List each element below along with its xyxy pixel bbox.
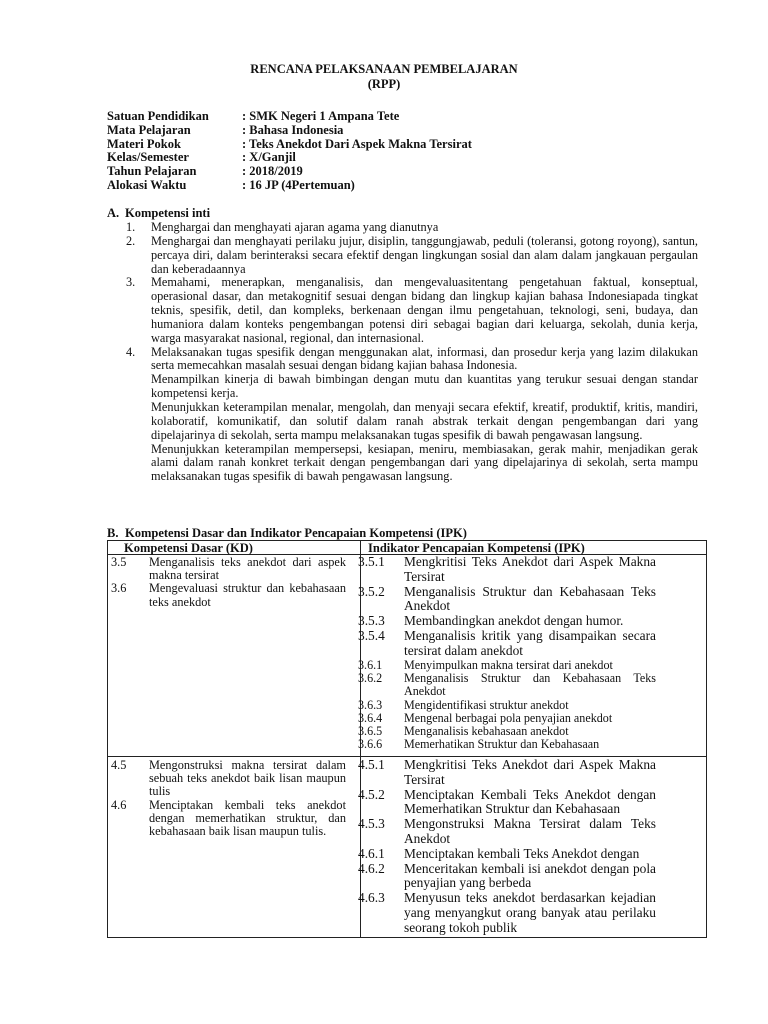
ipk-text: Memerhatikan Struktur dan Kebahasaan	[404, 737, 600, 752]
ipk-text: Mengkritisi Teks Anekdot dari Aspek Makna Tersirat	[404, 757, 656, 787]
ipk-number: 3.6.2	[358, 671, 383, 686]
kd-text: Menganalisis teks anekdot dari aspek makna tersirat	[149, 555, 346, 583]
ipk-text: Menganalisis kritik yang disampaikan secara tersirat dalam anekdot	[404, 627, 656, 658]
identity-value: : 16 JP (4Pertemuan)	[242, 177, 355, 192]
identity-row	[107, 179, 472, 193]
identity-block	[107, 110, 472, 193]
paragraph: Menunjukkan keterampilan mempersepsi, kesiapan, meniru, membiasakan, gerak mahir, menjadikan gerak alami dalam ranah konkret terkait dengan pengembangan dari yang dipelajarinya di sekolah, serta mampu melaksanakan tugas spesifik di bawah pengawasan langsung.	[151, 441, 698, 484]
table-row	[358, 862, 656, 892]
section-letter: B.	[107, 526, 119, 540]
kd-number: 4.5	[111, 758, 127, 772]
table-header-kd: Kompetensi Dasar (KD)	[124, 541, 253, 555]
ipk-text: Mengkritisi Teks Anekdot dari Aspek Makna Tersirat	[404, 554, 656, 584]
ipk-number: 3.5.2	[358, 583, 385, 599]
paragraph: Menunjukkan keterampilan menalar, mengolah, dan menyaji secara efektif, kreatif, produktif, kritis, mandiri, kolaboratif, komunikatif, dan solutif dalam ranah abstrak terkait dengan pengembangan dari yang dipelajarinya di sekolah, serta mampu melaksanakan tugas spesifik di bawah pengawasan langsung.	[151, 399, 698, 442]
ipk-number: 3.5.3	[358, 613, 385, 629]
ipk-cell	[358, 758, 656, 936]
ipk-text: Menciptakan Kembali Teks Anekdot dengan Memerhatikan Struktur dan Kebahasaan	[404, 786, 656, 817]
list-item	[126, 276, 698, 345]
ipk-number: 3.6.6	[358, 737, 383, 752]
ipk-text: Menganalisis Struktur dan Kebahasaan Teks Anekdot	[404, 583, 656, 614]
document-subtitle: (RPP)	[367, 77, 401, 91]
ipk-number: 3.6.1	[358, 658, 383, 672]
ipk-number: 3.5.4	[358, 627, 385, 643]
table-row	[358, 629, 656, 659]
table-row	[358, 585, 656, 615]
table-row	[358, 788, 656, 818]
table-header-ipk: Indikator Pencapaian Kompetensi (IPK)	[368, 541, 585, 555]
item-text: Melaksanakan tugas spesifik dengan menggunakan alat, informasi, dan prosedur kerja yang lazim dilakukan serta memecahkan masalah sesuai dengan bidang kajian bahasa Indonesia.	[151, 344, 698, 373]
ipk-cell	[358, 555, 656, 659]
ipk-text: Menganalisis Struktur dan Kebahasaan Teks Anekdot	[404, 671, 656, 699]
table-row	[358, 758, 656, 788]
ipk-cell	[358, 659, 656, 751]
identity-row	[107, 124, 472, 138]
identity-value: : Teks Anekdot Dari Aspek Makna Tersirat	[242, 136, 472, 151]
item-text: Menghargai dan menghayati ajaran agama yang dianutnya	[151, 220, 439, 234]
kd-cell	[111, 759, 346, 838]
ipk-number: 4.5.1	[358, 757, 385, 772]
ipk-text: Mengonstruksi Makna Tersirat dalam Teks Anekdot	[404, 816, 656, 846]
table-row	[358, 555, 656, 585]
identity-value: : SMK Negeri 1 Ampana Tete	[242, 109, 400, 123]
core-competence-list	[126, 221, 698, 484]
ipk-text: Menyimpulkan makna tersirat dari anekdot	[404, 658, 613, 672]
ipk-number: 4.6.2	[358, 860, 385, 876]
kd-text: Mengonstruksi makna tersirat dalam sebuah teks anekdot baik lisan maupun tulis	[149, 758, 346, 799]
kd-number: 4.6	[111, 797, 127, 812]
kd-text: Menciptakan kembali teks anekdot dengan memerhatikan struktur, dan kebahasaan baik lisan maupun tulis.	[149, 797, 346, 839]
identity-label: Satuan Pendidikan	[107, 109, 209, 123]
item-number: 1.	[126, 220, 136, 234]
document-title: RENCANA PELAKSANAAN PEMBELAJARAN	[250, 62, 518, 76]
table-row	[111, 556, 346, 582]
section-title: Kompetensi inti	[125, 206, 211, 220]
item-text: Menghargai dan menghayati perilaku jujur, disiplin, tanggungjawab, peduli (toleransi, gotong royong), santun, percaya diri, dalam berinteraksi secara efektif dengan lingkungan sosial dan alam dalam jangkauan pergaulan dan keberadaannya	[151, 233, 698, 276]
list-item	[126, 221, 698, 235]
item-text: Memahami, menerapkan, menganalisis, dan mengevaluasitentang pengetahuan faktual, konseptual, operasional dasar, dan metakognitif sesuai dengan bidang dan lingkup kajian bahasa Indonesiapada tingkat teknis, spesifik, detil, dan kompleks, berkenaan dengan ilmu pengetahuan, teknologi, seni, budaya, dan humaniora dalam konteks pengembangan potensi diri sebagai bagian dari keluarga, sekolah, dunia kerja, warga masyarakat nasional, regional, dan internasional.	[151, 275, 698, 345]
kd-text: Mengevaluasi struktur dan kebahasaan teks anekdot	[149, 581, 346, 609]
table-row	[358, 672, 656, 698]
table-row	[358, 817, 656, 847]
kd-cell	[111, 556, 346, 609]
paragraph: Menampilkan kinerja di bawah bimbingan dengan mutu dan kuantitas yang terukur sesuai dengan standar kompetensi kerja.	[151, 372, 698, 401]
ipk-text: Menyusun teks anekdot berdasarkan kejadian yang menyangkut orang banyak atau perilaku seorang tokoh publik	[404, 890, 656, 935]
identity-value: : 2018/2019	[242, 164, 303, 179]
ipk-text: Menciptakan kembali Teks Anekdot dengan	[404, 845, 640, 861]
ipk-text: Menceritakan kembali isi anekdot dengan pola penyajian yang berbeda	[404, 860, 656, 891]
ipk-text: Mengenal berbagai pola penyajian anekdot	[404, 710, 613, 725]
ipk-text: Menganalisis kebahasaan anekdot	[404, 724, 569, 739]
ipk-number: 3.6.3	[358, 697, 383, 712]
list-item	[126, 346, 698, 374]
identity-label: Kelas/Semester	[107, 150, 189, 165]
table-row	[111, 582, 346, 608]
ipk-number: 3.5.1	[358, 554, 385, 569]
section-b-heading	[107, 526, 467, 541]
section-letter: A.	[107, 206, 120, 220]
identity-label: Tahun Pelajaran	[107, 164, 197, 179]
identity-row	[107, 138, 472, 152]
item-number: 4.	[126, 344, 136, 359]
item-number: 3.	[126, 275, 136, 290]
identity-row	[107, 110, 472, 124]
table-row	[111, 799, 346, 839]
item-number: 2.	[126, 233, 136, 248]
ipk-number: 4.5.3	[358, 816, 385, 832]
kd-number: 3.5	[111, 555, 127, 569]
table-row	[358, 891, 656, 935]
identity-value: : X/Ganjil	[242, 150, 296, 165]
table-row	[358, 614, 656, 629]
identity-label: Mata Pelajaran	[107, 122, 191, 137]
section-title: Kompetensi Dasar dan Indikator Pencapaian Kompetensi (IPK)	[125, 526, 467, 540]
ipk-number: 3.6.4	[358, 710, 383, 725]
ipk-number: 4.6.3	[358, 890, 385, 906]
table-row	[358, 738, 656, 751]
ipk-text: Mengidentifikasi struktur anekdot	[404, 697, 569, 712]
identity-label: Materi Pokok	[107, 136, 181, 151]
ipk-number: 4.6.1	[358, 845, 385, 861]
list-item	[126, 235, 698, 277]
identity-row	[107, 165, 472, 179]
section-a-heading	[107, 206, 210, 221]
identity-row	[107, 151, 472, 165]
table-row	[111, 759, 346, 799]
ipk-number: 4.5.2	[358, 786, 385, 802]
ipk-text: Membandingkan anekdot dengan humor.	[404, 613, 624, 629]
kd-number: 3.6	[111, 581, 127, 596]
table-row	[358, 699, 656, 712]
ipk-number: 3.6.5	[358, 724, 383, 739]
identity-value: : Bahasa Indonesia	[242, 122, 344, 137]
table-row	[358, 847, 656, 862]
identity-label: Alokasi Waktu	[107, 177, 187, 192]
